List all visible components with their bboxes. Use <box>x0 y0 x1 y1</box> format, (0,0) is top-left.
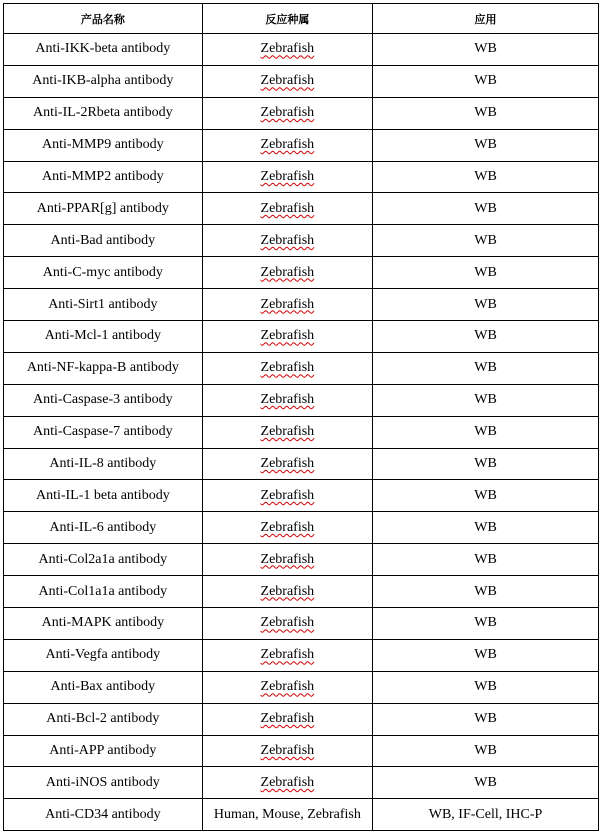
species-text: Zebrafish <box>260 424 315 440</box>
application-cell: WB <box>373 65 599 97</box>
species-text: Zebrafish <box>260 137 315 153</box>
product-name-cell: Anti-IL-8 antibody <box>4 448 203 480</box>
application-cell: WB <box>373 257 599 289</box>
species-text: Zebrafish <box>260 743 315 759</box>
application-cell: WB <box>373 384 599 416</box>
product-name-cell: Anti-Vegfa antibody <box>4 639 203 671</box>
species-text: Zebrafish <box>260 551 315 567</box>
species-cell <box>202 225 372 257</box>
species-cell <box>202 289 372 321</box>
table-row <box>4 480 599 512</box>
product-name-cell: Anti-NF-kappa-B antibody <box>4 352 203 384</box>
table-row <box>4 703 599 735</box>
product-name-cell: Anti-Col2a1a antibody <box>4 544 203 576</box>
application-cell: WB <box>373 703 599 735</box>
table-row <box>4 448 599 480</box>
species-cell <box>202 544 372 576</box>
table-row <box>4 352 599 384</box>
species-cell <box>202 671 372 703</box>
application-cell: WB <box>373 639 599 671</box>
table-row <box>4 193 599 225</box>
species-text: Zebrafish <box>260 232 315 248</box>
table-row <box>4 257 599 289</box>
product-name-cell: Anti-Bcl-2 antibody <box>4 703 203 735</box>
product-name-cell: Anti-Caspase-7 antibody <box>4 416 203 448</box>
species-text: Zebrafish <box>260 105 315 121</box>
application-cell: WB <box>373 544 599 576</box>
species-cell <box>202 639 372 671</box>
application-cell: WB <box>373 34 599 66</box>
species-text: Zebrafish <box>260 360 315 376</box>
species-cell <box>202 767 372 799</box>
application-cell: WB <box>373 97 599 129</box>
application-cell: WB <box>373 576 599 608</box>
application-cell: WB <box>373 225 599 257</box>
application-cell: WB <box>373 767 599 799</box>
product-name-cell: Anti-Bax antibody <box>4 671 203 703</box>
species-text: Zebrafish <box>260 392 315 408</box>
species-cell <box>202 703 372 735</box>
table-row <box>4 799 599 831</box>
product-name-cell: Anti-Col1a1a antibody <box>4 576 203 608</box>
species-text: Zebrafish <box>260 200 315 216</box>
species-text: Zebrafish <box>260 169 315 184</box>
species-cell <box>202 257 372 289</box>
species-text: Zebrafish <box>260 296 315 312</box>
product-name-cell: Anti-APP antibody <box>4 735 203 767</box>
product-name-cell: Anti-C-myc antibody <box>4 257 203 289</box>
application-cell: WB <box>373 352 599 384</box>
product-name-cell: Anti-IKB-alpha antibody <box>4 65 203 97</box>
species-text: Zebrafish <box>260 519 315 535</box>
species-text: Zebrafish <box>260 73 315 89</box>
species-text: Zebrafish <box>260 774 315 790</box>
table-row <box>4 512 599 544</box>
application-cell: WB <box>373 512 599 544</box>
species-cell <box>202 34 372 66</box>
table-row <box>4 416 599 448</box>
application-cell: WB <box>373 129 599 161</box>
table-row <box>4 321 599 353</box>
species-cell <box>202 799 372 831</box>
application-cell: WB <box>373 289 599 321</box>
species-cell <box>202 576 372 608</box>
species-text: Zebrafish <box>260 711 315 727</box>
species-cell <box>202 193 372 225</box>
species-text: Zebrafish <box>260 647 315 663</box>
product-name-cell: Anti-MMP9 antibody <box>4 129 203 161</box>
table-row <box>4 608 599 640</box>
product-name-cell: Anti-IL-6 antibody <box>4 512 203 544</box>
table-row <box>4 225 599 257</box>
product-name-cell: Anti-IKK-beta antibody <box>4 34 203 66</box>
table-row <box>4 289 599 321</box>
application-cell: WB <box>373 321 599 353</box>
species-text: Human, Mouse, Zebrafish <box>213 806 361 822</box>
product-name-cell: Anti-IL-1 beta antibody <box>4 480 203 512</box>
table-row <box>4 129 599 161</box>
table-row <box>4 671 599 703</box>
species-text: Zebrafish <box>260 328 315 344</box>
table-row <box>4 735 599 767</box>
header-application: 应用 <box>373 4 599 34</box>
table-row <box>4 97 599 129</box>
product-name-cell: Anti-MMP2 antibody <box>4 161 203 193</box>
species-cell <box>202 65 372 97</box>
species-cell <box>202 512 372 544</box>
product-name-cell: Anti-PPAR[g] antibody <box>4 193 203 225</box>
species-cell <box>202 416 372 448</box>
species-cell <box>202 735 372 767</box>
product-name-cell: Anti-iNOS antibody <box>4 767 203 799</box>
species-text: Zebrafish <box>260 615 315 631</box>
species-cell <box>202 448 372 480</box>
application-cell: WB <box>373 608 599 640</box>
table-row <box>4 34 599 66</box>
species-text: Zebrafish <box>260 264 315 280</box>
table-header-row <box>4 4 599 34</box>
species-cell <box>202 608 372 640</box>
table-row <box>4 65 599 97</box>
species-text: Zebrafish <box>260 679 315 695</box>
product-name-cell: Anti-Mcl-1 antibody <box>4 321 203 353</box>
species-cell <box>202 321 372 353</box>
table-body <box>4 34 599 831</box>
application-cell: WB <box>373 480 599 512</box>
application-cell: WB <box>373 161 599 193</box>
application-cell: WB <box>373 193 599 225</box>
species-cell <box>202 384 372 416</box>
species-cell <box>202 129 372 161</box>
table-row <box>4 161 599 193</box>
application-cell: WB <box>373 416 599 448</box>
product-name-cell: Anti-IL-2Rbeta antibody <box>4 97 203 129</box>
product-name-cell: Anti-MAPK antibody <box>4 608 203 640</box>
table-row <box>4 767 599 799</box>
species-text: Zebrafish <box>260 456 315 472</box>
product-name-cell: Anti-Bad antibody <box>4 225 203 257</box>
application-cell: WB, IF-Cell, IHC-P <box>373 799 599 831</box>
application-cell: WB <box>373 671 599 703</box>
species-text: Zebrafish <box>260 487 315 503</box>
table-row <box>4 544 599 576</box>
species-text: Zebrafish <box>260 583 315 599</box>
species-text: Zebrafish <box>260 41 315 57</box>
species-cell <box>202 97 372 129</box>
header-species: 反应种属 <box>202 4 372 34</box>
product-name-cell: Anti-Sirt1 antibody <box>4 289 203 321</box>
product-name-cell: Anti-Caspase-3 antibody <box>4 384 203 416</box>
species-cell <box>202 161 372 193</box>
species-cell <box>202 480 372 512</box>
product-table <box>3 3 599 831</box>
table-row <box>4 576 599 608</box>
species-cell <box>202 352 372 384</box>
table-row <box>4 639 599 671</box>
header-product-name: 产品名称 <box>4 4 203 34</box>
product-name-cell: Anti-CD34 antibody <box>4 799 203 831</box>
application-cell: WB <box>373 448 599 480</box>
application-cell: WB <box>373 735 599 767</box>
table-row <box>4 384 599 416</box>
